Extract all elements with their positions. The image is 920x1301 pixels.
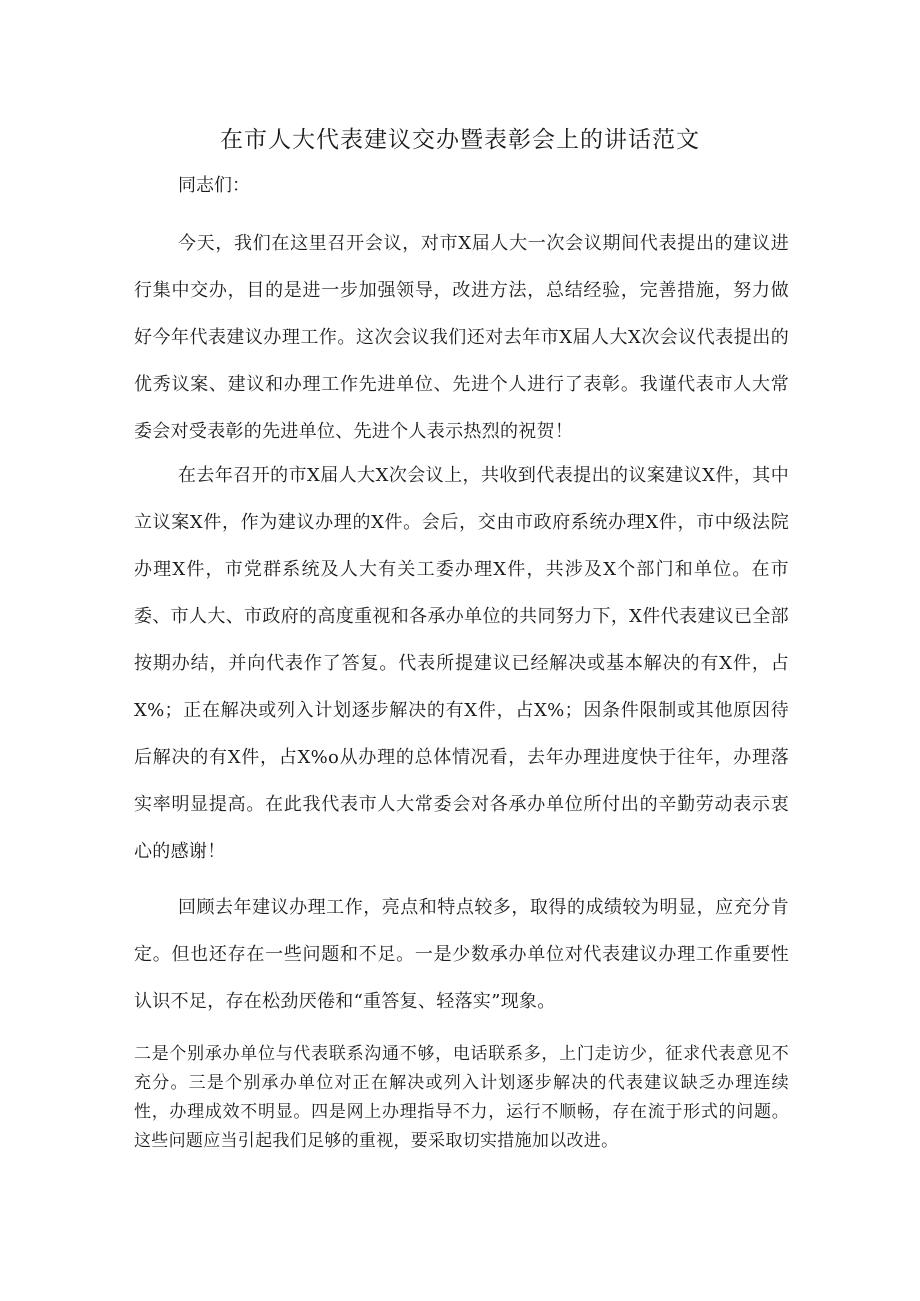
greeting: 同志们： bbox=[178, 175, 250, 196]
paragraph-4: 二是个别承办单位与代表联系沟通不够，电话联系多，上门走访少，征求代表意见不充分。三是个别承办单位对正在解决或列入计划逐步解决的代表建议缺乏办理连续性，办理成效不明显。四是网上办理指导不力，运行不顺畅，存在流于形式的问题。这些问题应当引起我们足够的重视，要采取切实措施加以改进。 bbox=[134, 1044, 789, 1151]
paragraph-2: 在去年召开的市X届人大X次会议上，共收到代表提出的议案建议X件，其中立议案X件，作为建议办理的X件。会后，交由市政府系统办理X件，市中级法院办理X件，市党群系统及人大有关工委办理X件，共涉及X个部门和单位。在市委、市人大、市政府的高度重视和各承办单位的共同努力下，X件代表建议已全部按期办结，并向代表作了答复。代表所提建议已经解决或基本解决的有X件，占X%；正在解决或列入计划逐步解决的有X件，占X%；因条件限制或其他原因待后解决的有X件，占X%o从办理的总体情况看，去年办理进度快于往年，办理落实率明显提高。在此我代表市人大常委会对各承办单位所付出的辛勤劳动表示衷心的感谢！ bbox=[134, 465, 789, 862]
paragraph-3: 回顾去年建议办理工作，亮点和特点较多，取得的成绩较为明显，应充分肯定。但也还存在一些问题和不足。一是少数承办单位对代表建议办理工作重要性认识不足，存在松劲厌倦和“重答复、轻落实”现象。 bbox=[134, 897, 789, 1012]
page-title: 在市人大代表建议交办暨表彰会上的讲话范文 bbox=[220, 127, 700, 153]
paragraph-1: 今天，我们在这里召开会议，对市X届人大一次会议期间代表提出的建议进行集中交办，目的是进一步加强领导，改进方法，总结经验，完善措施，努力做好今年代表建议办理工作。这次会议我们还对去年市X届人大X次会议代表提出的优秀议案、建议和办理工作先进单位、先进个人进行了表彰。我谨代表市人大常委会对受表彰的先进单位、先进个人表示热烈的祝贺！ bbox=[134, 233, 789, 442]
